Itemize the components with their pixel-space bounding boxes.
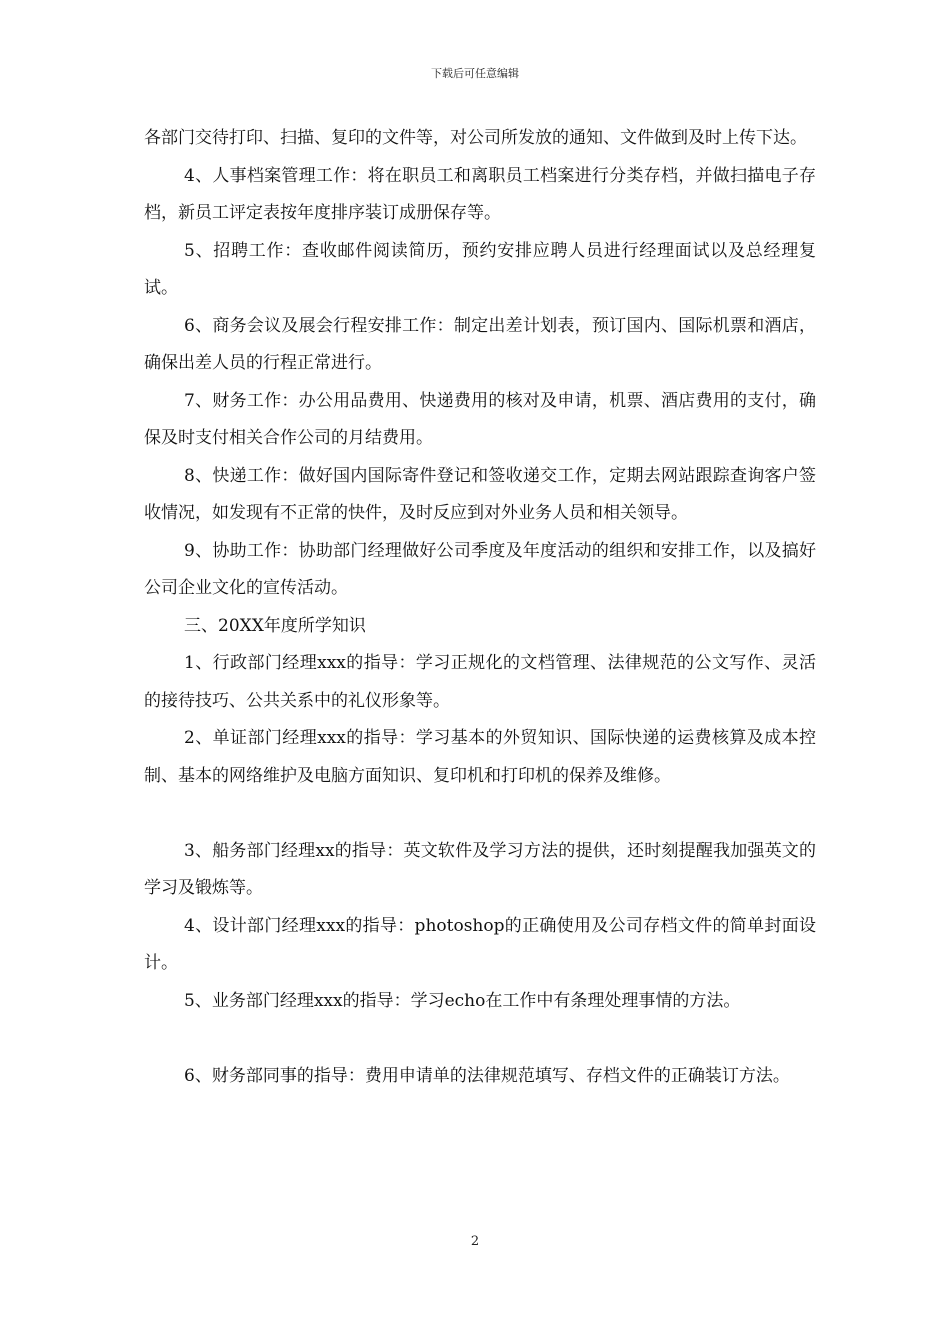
paragraph-continuation: 各部门交待打印、扫描、复印的文件等，对公司所发放的通知、文件做到及时上传下达。 (144, 128, 807, 148)
paragraph-knowledge-1: 1、行政部门经理xxx的指导：学习正规化的文档管理、法律规范的公文写作、灵活的接待技巧、公共关系中的礼仪形象等。 (144, 653, 816, 711)
paragraph-knowledge-4: 4、设计部门经理xxx的指导：photoshop的正确使用及公司存档文件的简单封面设计。 (144, 915, 816, 973)
paragraph-item-6-business-travel: 6、商务会议及展会行程安排工作：制定出差计划表，预订国内、国际机票和酒店，确保出差人员的行程正常进行。 (144, 315, 816, 373)
blank-line (144, 795, 816, 833)
document-body (144, 120, 816, 1095)
paragraph-knowledge-6: 6、财务部同事的指导：费用申请单的法律规范填写、存档文件的正确装订方法。 (184, 1065, 790, 1086)
paragraph-item-4-hr-archives: 4、人事档案管理工作：将在职员工和离职员工档案进行分类存档，并做扫描电子存档，新员工评定表按年度排序装订成册保存等。 (144, 165, 816, 223)
paragraph-item-7-finance: 7、财务工作：办公用品费用、快递费用的核对及申请，机票、酒店费用的支付，确保及时支付相关合作公司的月结费用。 (144, 390, 816, 448)
paragraph-item-9-assistance: 9、协助工作：协助部门经理做好公司季度及年度活动的组织和安排工作，以及搞好公司企业文化的宣传活动。 (144, 540, 816, 598)
blank-line (144, 1020, 816, 1058)
paragraph-knowledge-2: 2、单证部门经理xxx的指导：学习基本的外贸知识、国际快递的运费核算及成本控制、基本的网络维护及电脑方面知识、复印机和打印机的保养及维修。 (144, 728, 816, 786)
page-number: 2 (470, 1234, 480, 1249)
paragraph-knowledge-5: 5、业务部门经理xxx的指导：学习echo在工作中有条理处理事情的方法。 (184, 990, 741, 1011)
paragraph-knowledge-3: 3、船务部门经理xx的指导：英文软件及学习方法的提供，还时刻提醒我加强英文的学习及锻炼等。 (144, 840, 816, 898)
paragraph-item-5-recruitment: 5、招聘工作：查收邮件阅读简历，预约安排应聘人员进行经理面试以及总经理复试。 (144, 240, 816, 298)
section-heading-knowledge: 三、20XX年度所学知识 (184, 615, 366, 636)
paragraph-item-8-courier: 8、快递工作：做好国内国际寄件登记和签收递交工作，定期去网站跟踪查询客户签收情况，如发现有不正常的快件，及时反应到对外业务人员和相关领导。 (144, 465, 816, 523)
page-header: 下载后可任意编辑 (431, 67, 519, 80)
